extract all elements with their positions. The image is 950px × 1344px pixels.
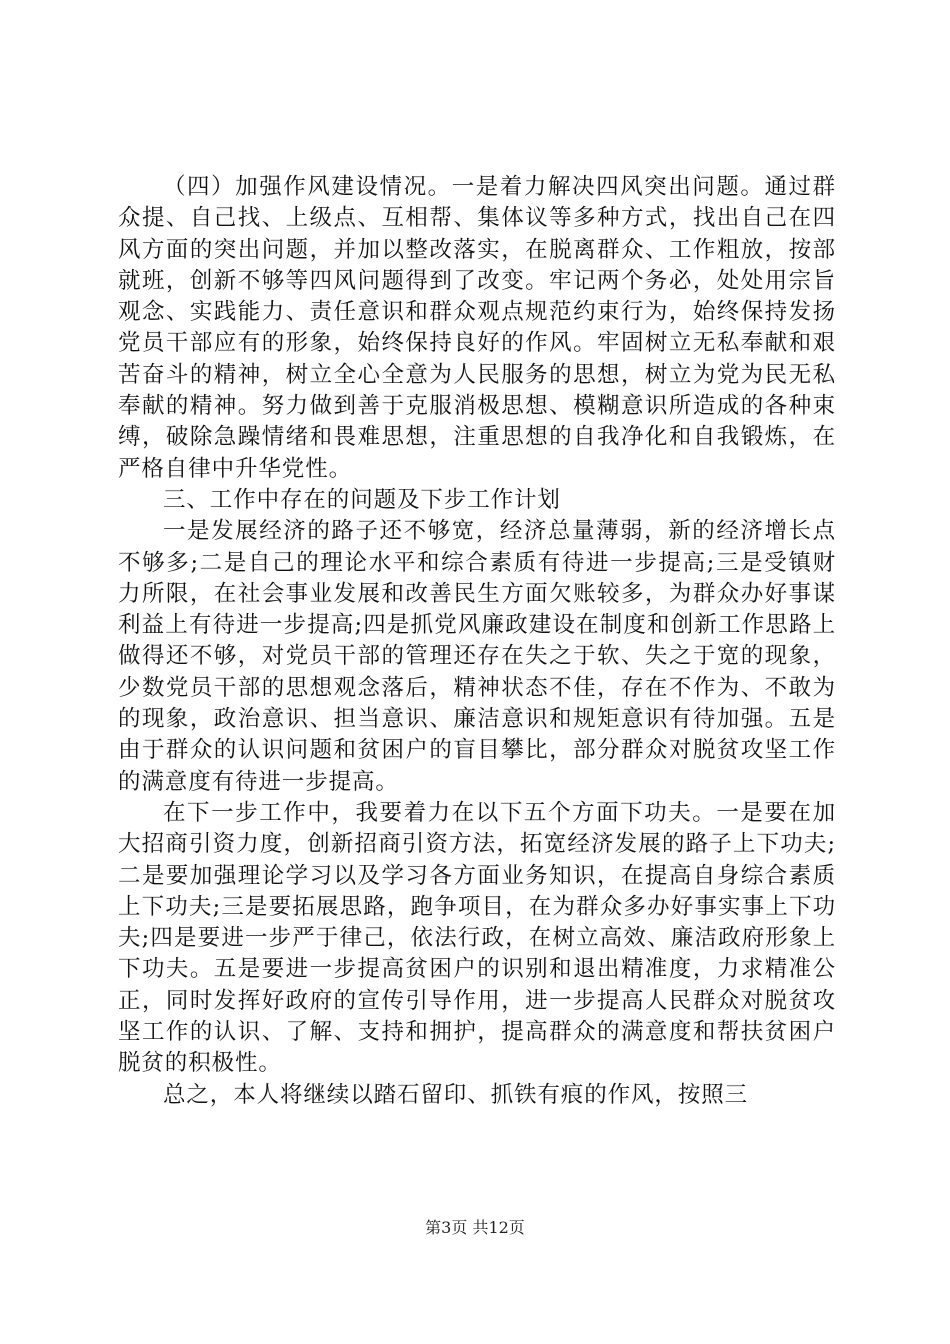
paragraph-next-steps: 在下一步工作中，我要着力在以下五个方面下功夫。一是要在加大招商引资力度，创新招商引资方法，拓宽经济发展的路子上下功夫;二是要加强理论学习以及学习各方面业务知识，在提高自身综合素质上下功夫;三是要拓展思路，跑争项目，在为群众多办好事实事上下功夫;四是要进一步严于律己，依法行政，在树立高效、廉洁政府形象上下功夫。五是要进一步提高贫困户的识别和退出精准度，力求精准公正，同时发挥好政府的宣传引导作用，进一步提高人民群众对脱贫攻坚工作的认识、了解、支持和拥护，提高群众的满意度和帮扶贫困户脱贫的积极性。 — [118, 799, 836, 1077]
paragraph-conclusion: 总之，本人将继续以踏石留印、抓铁有痕的作风，按照三 — [163, 1081, 749, 1108]
document-body — [118, 172, 836, 1111]
section-heading-problems-plan: 三、工作中存在的问题及下步工作计划 — [163, 486, 561, 513]
paragraph-work-style: （四）加强作风建设情况。一是着力解决四风突出问题。通过群众提、自己找、上级点、互相帮、集体议等多种方式，找出自己在四风方面的突出问题，并加以整改落实，在脱离群众、工作粗放，按部就班，创新不够等四风问题得到了改变。牢记两个务必，处处用宗旨观念、实践能力、责任意识和群众观点规范约束行为，始终保持发扬党员干部应有的形象，始终保持良好的作风。牢固树立无私奉献和艰苦奋斗的精神，树立全心全意为人民服务的思想，树立为党为民无私奉献的精神。努力做到善于克服消极思想、模糊意识所造成的各种束缚，破除急躁情绪和畏难思想，注重思想的自我净化和自我锻炼，在严格自律中升华党性。 — [118, 174, 836, 482]
page-footer: 第3页 共12页 — [425, 1218, 525, 1237]
paragraph-problems: 一是发展经济的路子还不够宽，经济总量薄弱，新的经济增长点不够多;二是自己的理论水平和综合素质有待进一步提高;三是受镇财力所限，在社会事业发展和改善民生方面欠账较多，为群众办好事谋利益上有待进一步提高;四是抓党风廉政建设在制度和创新工作思路上做得还不够，对党员干部的管理还存在失之于软、失之于宽的现象，少数党员干部的思想观念落后，精神状态不佳，存在不作为、不敢为的现象，政治意识、担当意识、廉洁意识和规矩意识有待加强。五是由于群众的认识问题和贫困户的盲目攀比，部分群众对脱贫攻坚工作的满意度有待进一步提高。 — [118, 518, 836, 795]
